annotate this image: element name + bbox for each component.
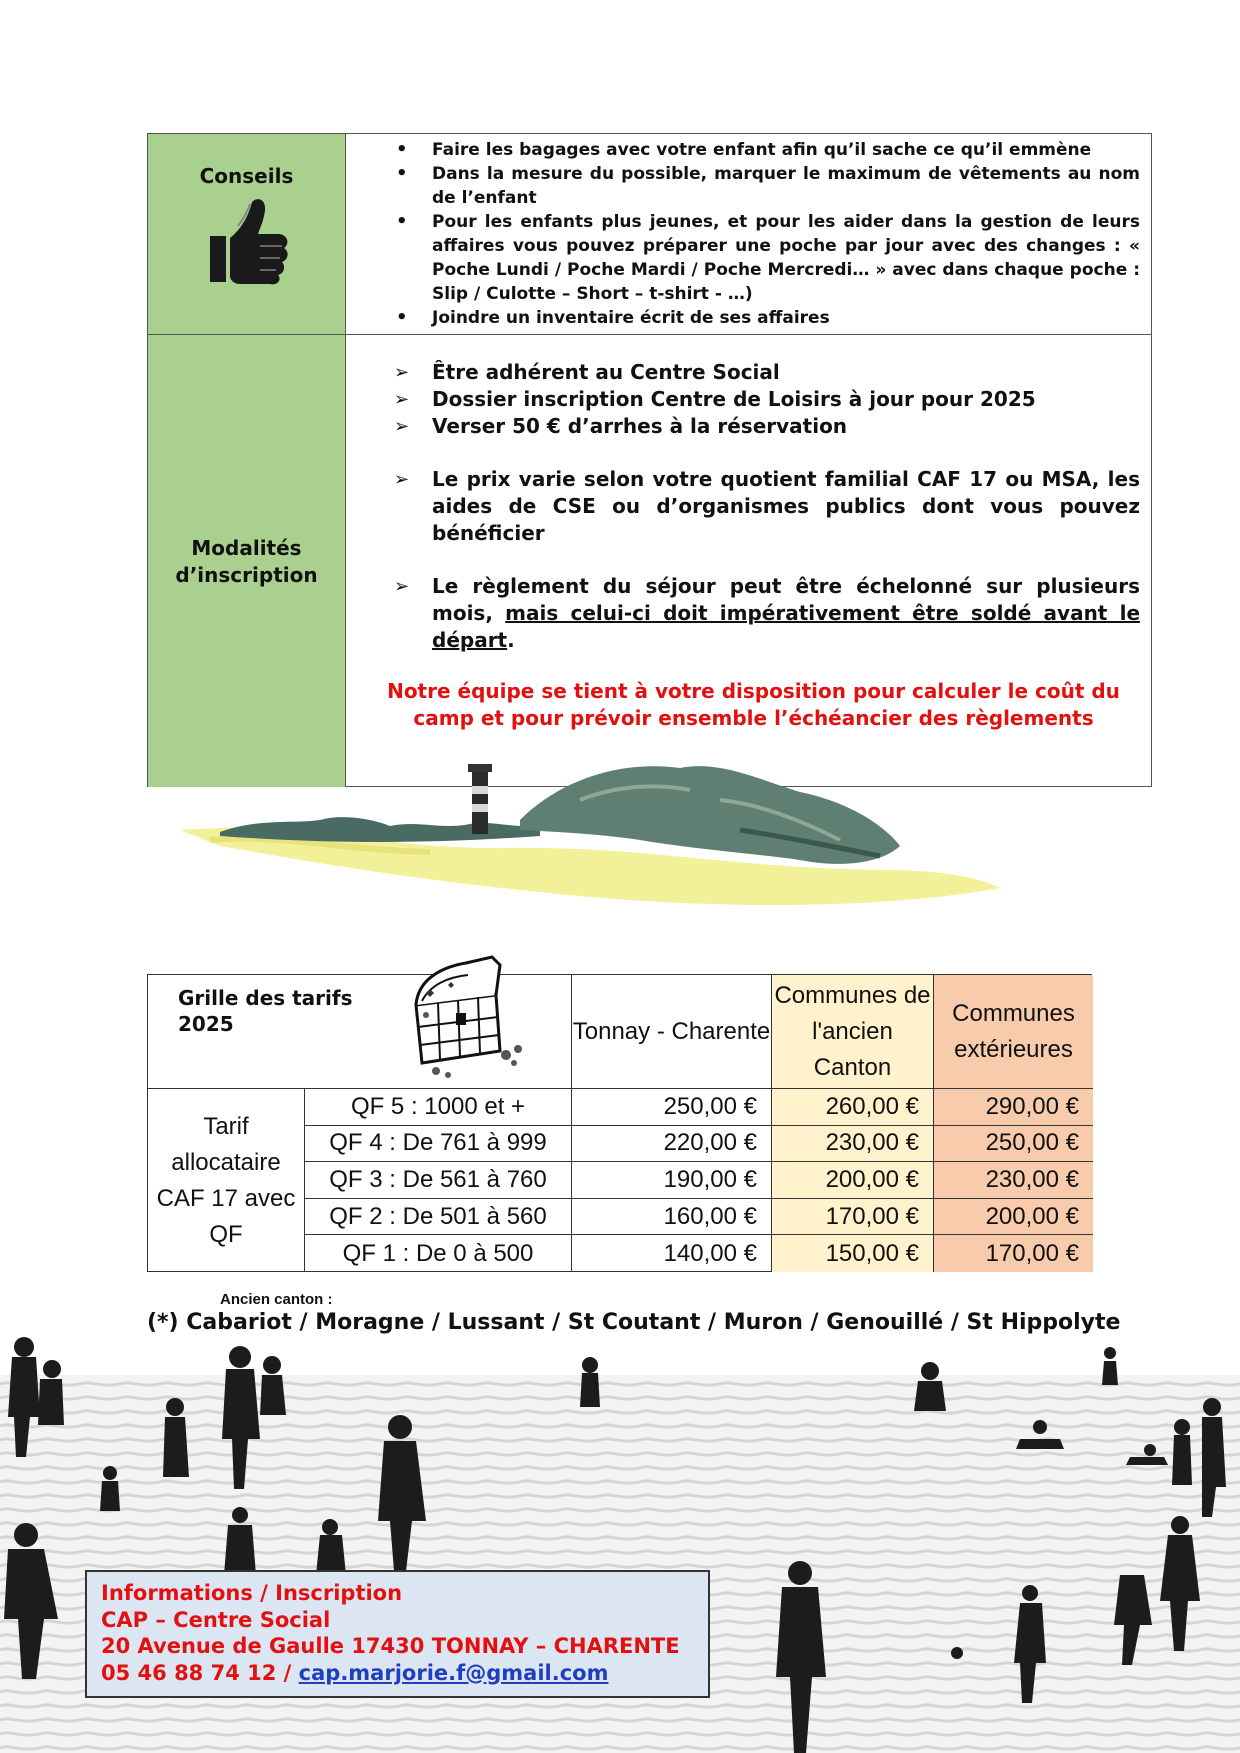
modalites-item: ➢ Dossier inscription Centre de Loisirs à jour pour 2025: [346, 386, 1151, 413]
payment-text: Le règlement du séjour peut être échelonné sur plusieurs mois,: [432, 574, 1140, 625]
price-cell: 140,00 €: [572, 1235, 772, 1272]
price-cell: 250,00 €: [934, 1126, 1093, 1163]
qf-cell: QF 2 : De 501 à 560: [305, 1199, 572, 1236]
price-cell: 290,00 €: [934, 1089, 1093, 1126]
price-cell: 150,00 €: [772, 1235, 934, 1272]
contact-phone-email: [101, 1660, 694, 1687]
conseils-title: Conseils: [199, 164, 294, 188]
contact-separator: /: [276, 1660, 299, 1685]
qf-cell: QF 5 : 1000 et +: [305, 1089, 572, 1126]
contact-address: 20 Avenue de Gaulle 17430 TONNAY – CHARENTE: [101, 1634, 680, 1658]
modalites-list: [346, 359, 1151, 654]
price-cell: 230,00 €: [934, 1162, 1093, 1199]
modalites-item: ➢ Être adhérent au Centre Social: [346, 359, 1151, 386]
conseils-content-cell: [346, 134, 1151, 334]
lighthouse-landscape-image: [180, 760, 1015, 915]
payment-end: .: [507, 628, 515, 652]
column-header-ancien-canton: Communes de l'ancien Canton: [772, 975, 934, 1089]
modalites-label-cell: [148, 335, 346, 787]
treasure-chest-icon: [396, 955, 536, 1080]
price-cell: 190,00 €: [572, 1162, 772, 1199]
thumbs-up-icon: [204, 196, 288, 286]
conseils-list: [346, 138, 1151, 330]
column-header-exterieures: Communes extérieures: [934, 975, 1093, 1089]
column-header-tonnay: Tonnay - Charente: [572, 975, 772, 1089]
price-cell: 230,00 €: [772, 1126, 934, 1163]
modalites-item-payment: [346, 573, 1151, 654]
price-cell: 170,00 €: [772, 1199, 934, 1236]
canton-list: (*) Cabariot / Moragne / Lussant / St Coutant / Muron / Genouillé / St Hippolyte: [147, 1310, 1121, 1335]
modalites-item: ➢ Verser 50 € d’arrhes à la réservation: [346, 413, 1151, 440]
price-cell: 220,00 €: [572, 1126, 772, 1163]
contact-title: Informations / Inscription: [101, 1581, 403, 1605]
contact-box: [85, 1570, 710, 1698]
conseils-item: • Pour les enfants plus jeunes, et pour les aider dans la gestion de leurs affaires vous pouvez préparer une poche par jour avec des changes : « Poche Lundi / Poche Mardi / Poche Mercredi… » avec dans chaque poche : Slip / Culotte – Short – t-shirt - …): [346, 210, 1151, 306]
tariff-title: Grille des tarifs 2025: [178, 986, 353, 1036]
conseils-item: • Dans la mesure du possible, marquer le maximum de vêtements au nom de l’enfant: [346, 162, 1151, 210]
canton-caption: Ancien canton :: [220, 1291, 333, 1308]
tariff-title-cell: [148, 975, 572, 1089]
price-cell: 250,00 €: [572, 1089, 772, 1126]
qf-cell: QF 4 : De 761 à 999: [305, 1126, 572, 1163]
payment-emphasis: mais celui-ci doit impérativement être soldé avant le départ: [432, 601, 1141, 652]
modalites-content-cell: [346, 335, 1151, 787]
modalites-title: Modalités d’inscription: [175, 536, 318, 587]
conseils-item: • Joindre un inventaire écrit de ses affaires: [346, 306, 1151, 330]
contact-phone: 05 46 88 74 12: [101, 1660, 277, 1685]
modalites-item: ➢ Le prix varie selon votre quotient familial CAF 17 ou MSA, les aides de CSE ou d’organismes publics dont vous pouvez bénéficier: [346, 466, 1151, 547]
price-cell: 260,00 €: [772, 1089, 934, 1126]
conseils-row: [148, 134, 1151, 335]
price-cell: 160,00 €: [572, 1199, 772, 1236]
team-notice: Notre équipe se tient à votre disposition pour calculer le coût du camp et pour prévoir ensemble l’échéancier des règlements: [387, 679, 1120, 730]
price-cell: 200,00 €: [772, 1162, 934, 1199]
conseils-label-cell: [148, 134, 346, 334]
modalites-row: [148, 335, 1151, 787]
qf-cell: QF 1 : De 0 à 500: [305, 1235, 572, 1272]
info-table: [147, 133, 1152, 787]
contact-org: CAP – Centre Social: [101, 1607, 331, 1632]
conseils-item: • Faire les bagages avec votre enfant afin qu’il sache ce qu’il emmène: [346, 138, 1151, 162]
contact-email-link[interactable]: cap.marjorie.f@gmail.com: [298, 1660, 609, 1685]
qf-cell: QF 3 : De 561 à 760: [305, 1162, 572, 1199]
tarif-allocataire-label: Tarif allocataire CAF 17 avec QF: [148, 1089, 305, 1272]
tariff-table: [147, 974, 1092, 1272]
price-cell: 170,00 €: [934, 1235, 1093, 1272]
price-cell: 200,00 €: [934, 1199, 1093, 1236]
